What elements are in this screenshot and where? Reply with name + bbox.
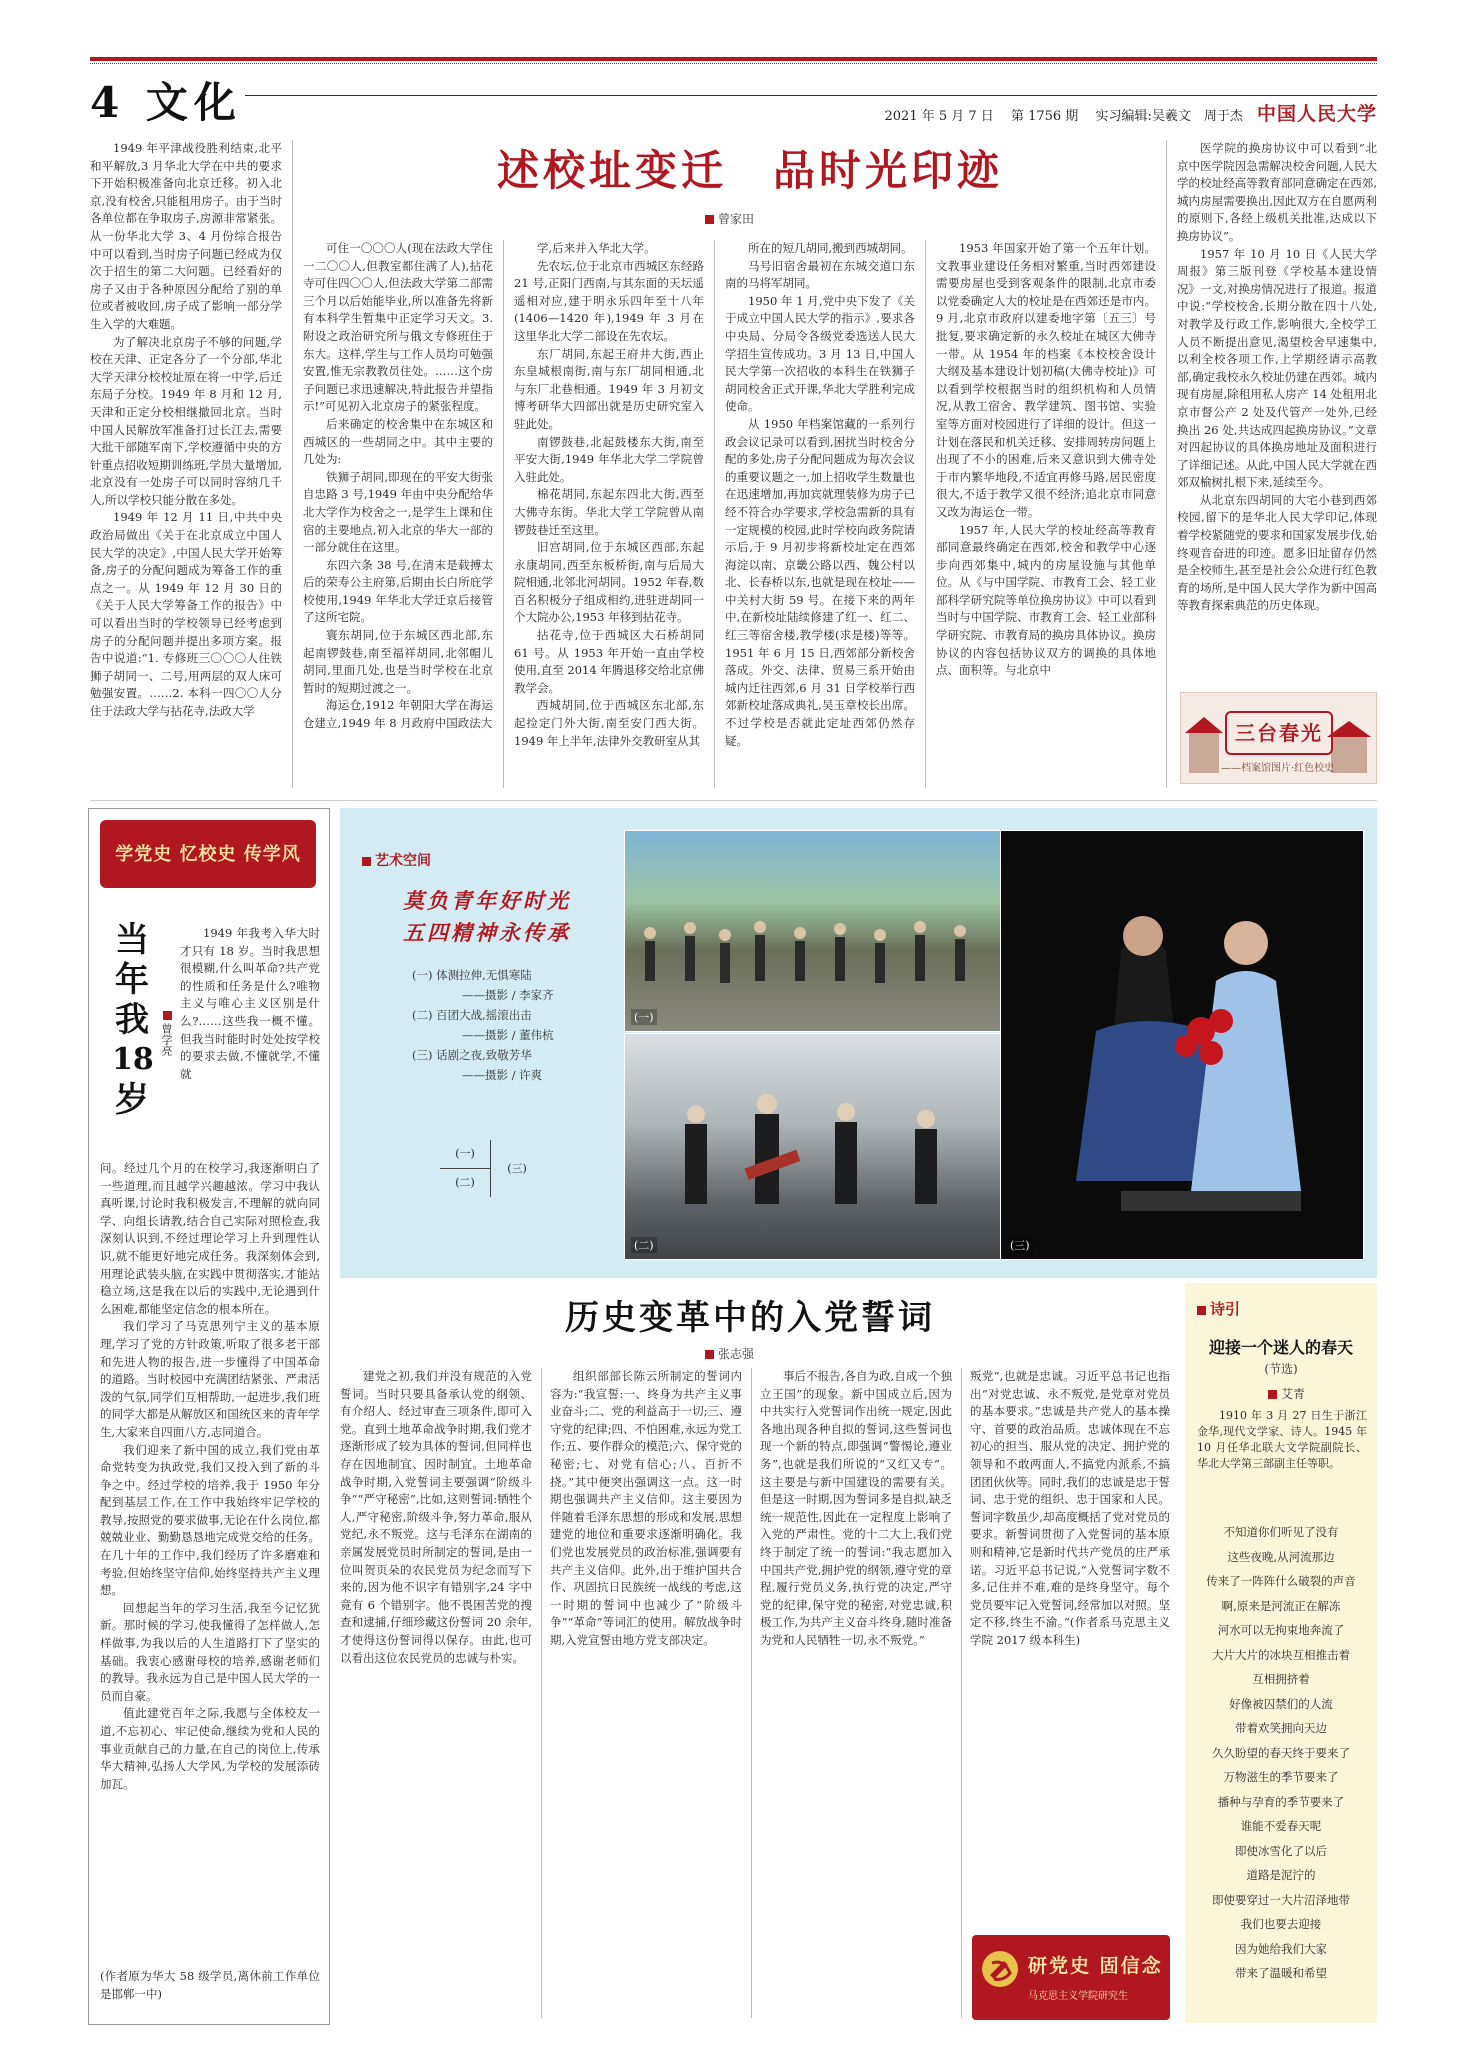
oath-col4 [970,1368,1170,1928]
paragraph: 先农坛,位于北京市西城区东经路 21 号,正阳门西南,与其东面的天坛遥遥相对应,建于明永乐四年至十八年(1406—1420 年),1949 年 3 月在这里华北大学二部设在先农坛。 [514,258,704,343]
paragraph: 拈花寺,位于西城区大石桥胡同 61 号。从 1953 年开始一直由学校使用,直至 2014 年腾退移交给北京佛教学会。 [514,628,704,695]
oath-col3 [760,1368,952,2018]
oath-banner-text: 研党史 固信念 [1028,1955,1163,1977]
newspaper-logo: 中国人民大学 [1256,103,1377,125]
memoir-narrow-col [180,925,320,1157]
caption-credit: ——摄影 / 许爽 [462,1068,543,1082]
byline-square-icon [705,1350,714,1359]
paragraph: 铁狮子胡同,即现在的平安大街张自忠路 3 号,1949 年由中央分配给华北大学作为校舍之一,是学生上课和住宿的主要地点,初入北京的华大一部的一部分就住在这里。 [303,469,493,555]
article1-col3 [514,240,704,788]
masthead-top-rule [90,57,1377,61]
memoir-author: 曾学亮 [160,1023,173,1056]
editors: 实习编辑:吴羲文 周于杰 [1095,109,1243,124]
article1-col1 [90,140,282,788]
party-emblem-icon [980,1949,1020,1989]
column-divider [925,240,926,788]
paragraph: 我们迎来了新中国的成立,我们党由革命党转变为执政党,我们又投入到了新的斗争之中。经过学校的培养,我于 1950 年分配到基层工作,在工作中我始终牢记学校的教导,按照党的要求做事,无论在什么岗位,都兢兢业业、勤勤恳恳地完成党交给的任务。在几十年的工作中,我们经历了许多磨难和考验,但始终坚守信仰,始终坚持共产主义理想。 [100,1442,320,1598]
column-divider [714,240,715,788]
paragraph: 所在的短几胡同,搬到西城胡同。 [748,241,913,255]
paragraph: 建党之初,我们并没有规范的入党誓词。当时只要具备承认党的纲领、有介绍人、经过审查三项条件,即可入党。直到土地革命战争时期,我们党才逐渐形成了较为具体的誓词,但同样也存在因地制宜、因时制宜。土地革命战争时期,入党誓词主要强调“阶级斗争”“严守秘密”,比如,这则誓词:牺牲个人,严守秘密,阶级斗争,努力革命,服从党纪,永不叛党。这与毛泽东在湖南的亲属发展党员时所制定的誓词,是由一位叫贺页朵的农民党员为纪念而写下来的,因为他不识字有错别字,24 字中竟有 6 个错别字。他不畏困苦党的搜查和逮捕,仔细珍藏这份誓词 20 余年,才使得这份誓词得以保存。由此,也可以看出这位农民党员的忠诚与朴实。 [340,1369,532,1665]
page-section-title: 4 文化 [90,78,242,127]
poem-line: 这些夜晚,从河流那边 [1227,1549,1335,1564]
poem-line: 啊,原来是河流正在解冻 [1221,1598,1341,1613]
memoir-body [100,1160,320,1960]
masthead-dotted-rule [90,63,1377,64]
art-captions [412,965,612,1085]
paragraph: 1950 年 1 月,党中央下发了《关于成立中国人民大学的指示》,要求各中央局、分局令各级党委选送人民大学招生宣传成功。3 月 13 日,中国人民大学第一次招收的本科生在铁狮子胡同校舍正式开课,华北大学胜利完成使命。 [725,293,915,414]
paragraph: 我们学习了马克思列宁主义的基本原理,学习了党的方针政策,听取了很多老干部和先进人物的报告,进一步懂得了中国革命的道路。当时校园中充满团结紧张、严肃活泼的气氛,同学们互相帮助,一起进步,我们班的同学大都是从解放区和国统区来的青年学生,大家来自四面八方,志同道合。 [100,1319,320,1439]
diagram-cell-one: (一) [440,1140,491,1169]
diagram-cell-three: (三) [507,1162,527,1175]
oath-col2 [550,1368,742,2018]
paragraph: 叛党”,也就是忠诚。习近平总书记也指出“对党忠诚、永不叛党,是党章对党员的基本要求。”忠诚是共产党人的基本操守、首要的政治品质。忠诚体现在不忘初心的担当、服从党的决定、拥护党的领导和不敢两面人,不搞党内派系,不搞团团伙伙等。同时,我们的忠诚是忠于誓词、忠于党的组织、忠于国家和人民。誓词字数虽少,却高度概括了党对党员的要求。新誓词贯彻了入党誓词的基本原则和精神,它是新时代共产党员的庄严承诺。习近平总书记说,“入党誓词字数不多,记住并不难,难的是终身坚守。每个党员要牢记入党誓词,经常加以对照。坚定不移,终生不渝。”(作者系马克思主义学院 2017 级本科生) [970,1369,1170,1647]
paragraph: 海运仓,1912 年朝阳大学在海运仓建立,1949 年 8 月政府中国政法大 [303,698,493,731]
paragraph: 从北京东四胡同的大宅小巷到西郊校园,留下的是华北人民大学印记,体现着学校紧随党的要求和国家发展步伐,始终观音奋进的印迹。愿多旧址留存仍然是全校师生,甚至是社会公众进行红色教育的场所,是中国人民大学作为新中国高等教育探索典范的历史体现。 [1177,492,1377,613]
poem-subtitle: (节选) [1264,1362,1298,1376]
title-char: 18 [112,1042,154,1077]
memoir-byline [160,1010,174,1056]
title-char: 岁 [115,1080,149,1120]
article1-col2 [303,240,493,788]
article1-col6 [1177,140,1377,680]
article1-title: 述校址变迁 品时光印迹 [496,146,1003,195]
paragraph: 1953 年国家开始了第一个五年计划。文教事业建设任务相对繁重,当时西郊建设需要房屋也受到客观条件的限制,北京市委以党委确定人大的校址是在西郊还是市内。9 月,北京市政府以建委地字第〔五三〕号批复,要求确定新的永久校址在城区大佛寺一带。从 1954 年的档案《本校校舍设计大纲及基本建设计划初稿(大佛寺校址)》可以看到学校根据当时的组织机构和人员情况,从教工宿舍、教学建筑、图书馆、实验室等方面对校园进行了详细的设计。但这一计划在落民和机关迁移、安排周转房问题上出现了不小的困难,后来又意识到大佛寺处于市内繁华地段,不适宜再修马路,居民密度很大,不适于教学又很不经济;追北京市同意又改为海运仓一带。 [936,241,1156,519]
poem-title: 迎接一个迷人的春天 [1208,1338,1353,1357]
paragraph: 旧宫胡同,位于东城区西部,东起永康胡同,西至东板桥街,南与后局大院相通,北邻北河胡同。1952 年春,数百名积极分子组成相约,进驻进胡同一个大院办公,1953 年移到拈花寺。 [514,540,704,625]
caption-label: (一) 体测拉伸,无惧寒陆 [412,968,532,982]
oath-title: 历史变革中的入党誓词 [565,1298,935,1338]
column-divider [961,1368,962,2018]
photo-tag-one: (一) [631,1009,657,1025]
stage-illustration [1001,831,1363,1259]
paragraph: 医学院的换房协议中可以看到“北京中医学院因急需解决校舍问题,人民大学的校址经高等教育部同意确定在西郊,城内房屋需要换出,因此双方在自愿两利的原则下,各经上级机关批准,达成以下换房协议”。 [1177,141,1377,243]
paragraph: 回想起当年的学习生活,我至今记忆犹新。那时候的学习,使我懂得了怎样做人,怎样做事,为我以后的人生道路打下了坚实的基础。我衷心感谢母校的培养,感谢老师们的教导。我永远为自己是中国人民大学的一员而自豪。 [100,1600,320,1703]
poem-line: 不知道你们听见了没有 [1223,1525,1339,1539]
art-title-line2: 五四精神永传承 [403,920,571,945]
section-square-icon [1197,1306,1206,1315]
byline-square-icon [163,1011,172,1020]
photo-layout-diagram [440,1140,560,1200]
memoir-title [112,920,152,1120]
title-char: 当 [115,920,149,960]
issue-number: 第 1756 期 [1010,109,1079,124]
article1-byline [705,210,754,227]
paragraph: 问。经过几个月的在校学习,我逐渐明白了一些道理,而且越学兴趣越浓。学习中我认真听课,讨论时我积极发言,不理解的就向同学、向组长请教,结合自己实际对照检查,我深刻认识到,不经过理论学习上升到理性认识,就不能更好地完成任务。我深刻体会到,用理论武装头脑,在实践中贯彻落实,才能站稳立场,这是我在以后的实践中,无论遇到什么困难,都能坚定信念的根本所在。 [100,1161,320,1316]
paragraph: 1949 年平津战役胜利结束,北平和平解放,3 月华北大学在中共的要求下开始积极准备向北京迁移。初入北京,没有校舍,只能租用房子。由于当时各单位都在争取房子,房源非常紧张。从一份华北大学 3、4 月份综合报告中可以看到,当时房子问题已经成为仅次于招生的第二大问题。已经看好的房子又由于各种原因分配给了别的单位或者被收回,房子成了影响一部分学生入学的大难题。 [90,141,282,331]
paragraph: 马号旧宿舍最初在东城交道口东南的马将军胡同。 [725,258,915,291]
paragraph: 西城胡同,位于西城区东北部,东起捡定门外大街,南至安门西大街。1949 年上半年,法律外交教研室从其 [514,698,704,748]
memoir-footnote: (作者原为华大 58 级学员,离休前工作单位是邯郸一中) [100,1969,320,2001]
art-title [362,885,612,949]
paragraph: 值此建党百年之际,我愿与全体校友一道,不忘初心、牢记使命,继续为党和人民的事业贡献自己的力量,在自己的岗位上,传承华大精神,弘扬人大学风,为学校的发展添砖加瓦。 [100,1706,320,1791]
poem-line: 带着欢笑拥向天边 [1235,1721,1327,1735]
seal-caption: ——档案馆图片·红色校史 [1221,763,1335,774]
seal-illustration [1180,692,1377,784]
paragraph: 组织部部长陈云所制定的誓词内容为:“我宣誓:一、终身为共产主义事业奋斗;二、党的利益高于一切;三、遵守党的纪律;四、不怕困难,永远为党工作;五、要作群众的模范;六、保守党的秘密;七、对党有信心;八、百折不挠。”其中便突出强调这一点。这一时期也强调共产主义信仰。这主要因为伴随着毛泽东思想的形成和发展,思想建党的地位和重要求逐渐明确化。我们党也发展党员的政治标准,强调要有共产主义信仰。此外,出于维护国共合作、巩固抗日民族统一战线的考虑,这一时期的誓词中也减少了“阶级斗争”“革命”等词汇的使用。解放战争时期,入党宣誓由地方党支部决定。 [550,1369,742,1647]
caption-credit: ——摄影 / 李家齐 [462,988,554,1002]
poem-line: 播种与孕育的季节要来了 [1217,1794,1345,1809]
poem-lines [1190,1520,1372,1986]
oath-col1 [340,1368,532,2018]
poem-line: 久久盼望的春天终于要来了 [1212,1745,1350,1760]
poem-line: 因为她给我们大家 [1235,1941,1327,1956]
diagram-cell-two: (二) [440,1169,491,1197]
poem-line: 互相拥挤着 [1252,1672,1310,1686]
caption-label: (三) 话剧之夜,致敬芳华 [412,1048,532,1062]
poem-section-text: 诗引 [1210,1300,1241,1318]
paragraph: 后来确定的校舍集中在东城区和西城区的一些胡同之中。其中主要的几处为: [303,416,493,467]
photo-tag-three: (三) [1007,1237,1033,1253]
column-divider [541,1368,542,2018]
paragraph: 事后不报告,各自为政,自成一个独立王国”的现象。新中国成立后,因为中共实行入党誓词作出统一规定,因此各地出现各种自拟的誓词,这些誓词也现一个新的特点,即强调“警惕论,遵业务”,也就是我们所说的“又红又专”。这主要是与新中国建设的需要有关。但是这一时期,因为誓词多是自拟,缺乏统一规范性,因此在一定程度上影响了入党的严肃性。党的十二大上,我们党终于制定了统一的誓词:“我志愿加入中国共产党,拥护党的纲领,遵守党的章程,履行党员义务,执行党的决定,严守党的纪律,保守党的秘密,对党忠诚,积极工作,为共产主义奋斗终身,随时准备为党和人民牺牲一切,永不叛党。” [760,1369,952,1647]
masthead-info [885,99,1377,126]
caption-credit: ——摄影 / 董伟杭 [462,1028,554,1042]
poem-line: 带来了温暖和希望 [1235,1966,1327,1980]
photo-rock-band [624,1033,1014,1260]
paragraph: 为了解决北京房子不够的问题,学校在天津、正定各分了一个分部,华北大学天津分校校址原在将一中学,后迁东局子分校。1949 年 8 月和 12 月,天津和正定分校相继撤回北京。当时中国人民解放军准备打过长江去,需要大批干部随军南下,学校遵循中央的方针重点招收短期训练班,学员大量增加,北京没有一处房子可以同时容纳几千人,所以学校只能分散在多处。 [90,334,282,507]
title-char: 年 [115,960,149,1000]
paragraph: 南锣鼓巷,北起鼓楼东大街,南至平安大街,1949 年华北大学二学院曾入驻此处。 [514,434,704,484]
poem-byline [1268,1385,1305,1402]
poem-line: 好像被囚禁们的人流 [1229,1696,1333,1711]
poem-author: 艾青 [1281,1387,1306,1401]
paragraph: 1957 年 10 月 10 日《人民大学周报》第三版刊登《学校基本建设情况》一文,对换房情况进行了报道。报道中说:“学校校舍,长期分散在四十八处,对教学及行政工作,影响很大,全校学工人员不断提出意见,渴望校舍早速集中,以利全校各项工作,上学期经请示高教部,确定我校永久校址仍建在西郊。城内现有房屋,除租用私人房产 14 处租用北京市督公产 2 处及代管产一处外,已经换出 26 处,共达成四起换房协议。”文章对四起协议的具体换房地址及面积进行了详细记述。从此,中国人民大学就在西郊双榆树扎根下来,延续至今。 [1177,246,1377,490]
paragraph: 东四六条 38 号,在清末是载搏太后的荣寿公主府第,后期由长白所庇学校使用,1949 年华北大学迁京后接管了这所宅院。 [303,557,493,625]
paragraph: 寰东胡同,位于东城区西北部,东起南锣鼓巷,南至福祥胡同,北邻帽儿胡同,里面几处,也是当时学校在北京暂时的短期过渡之一。 [303,628,493,695]
paragraph: 1949 年 12 月 11 日,中共中央政治局做出《关于在北京成立中国人民大学的决定》,中国人民大学开始筹备,房子的分配问题成为筹备工作的重点之一。从 1949 年 12 月 30 日的《关于人民大学筹备工作的报告》中可以看出当时的学校领导已经考虑到房子的分配问题并提出多项方案。报告中说道:“1. 专修班三〇〇〇人住铁狮子胡同一、二号,用两层的双人床可勉强安置。……2. 本科一四〇〇人分住于法政大学与拈花寺,法政大学 [90,510,282,718]
band-illustration [625,1034,1013,1259]
paragraph: 1910 年 3 月 27 日生于浙江金华,现代文学家、诗人。1945 年 10 月任华北联大文学院副院长、华北大学第三部副主任等职。 [1197,1409,1367,1470]
poem-line: 道路是泥泞的 [1246,1868,1316,1882]
paragraph: 1957 年,人民大学的校址经高等教育部同意最终确定在西郊,校舍和教学中心逐步向西郊集中,城内的房屋设施与其他单位。从《与中国学院、市教育工会、轻工业部科学研究院等单位换房协议》中可以看到当时与中国学院、市教育工会、轻工业部科学研究院、市教育局的换房具体协议。换房协议的内容包括协议双方的调换的具体地点、面积等。与北京中 [936,522,1156,678]
oath-author: 张志强 [718,1347,755,1361]
caption-label: (二) 百团大战,摇滚出击 [412,1008,532,1022]
memoir-banner [100,820,316,888]
section-square-icon [362,857,371,866]
byline-square-icon [705,215,714,224]
issue-date: 2021 年 5 月 7 日 [884,109,994,124]
section-divider [90,800,1377,801]
poem-line: 万物滋生的季节要来了 [1223,1770,1339,1784]
article1-col5 [936,240,1156,788]
photo-tag-two: (二) [631,1237,657,1253]
oath-banner-sub: 马克思主义学院研究生 [1028,1991,1128,2002]
poem-section-label [1197,1298,1240,1319]
title-char: 我 [115,1000,149,1040]
oath-byline [705,1345,754,1362]
oath-banner [972,1935,1170,2020]
poem-line: 谁能不爱春天呢 [1240,1819,1322,1833]
art-section-text: 艺术空间 [375,853,431,869]
column-divider [503,240,504,788]
crowd-illustration [625,831,1013,1031]
byline-square-icon [1268,1390,1277,1399]
poem-intro [1197,1408,1367,1498]
column-divider [1166,140,1167,788]
paragraph: 1949 年我考入华大时才只有 18 岁。当时我思想很模糊,什么叫革命?共产党的性质和任务是什么?唯物主义与唯心主义区别是什么?……这些我一概不懂。但我当时能时时处处按学校的要求去做,不懂就学,不懂就 [180,926,320,1081]
article1-author: 曾家田 [718,212,755,226]
paragraph: 学,后来并入华北大学。 [537,241,656,255]
paragraph: 东厂胡同,东起王府井大街,西止东皇城根南街,南与东厂胡同相通,北与东厂北巷相通。1949 年 3 月初文博考研华大四部出就是历史研究室入驻此处。 [514,346,704,431]
poem-line: 传来了一阵阵什么破裂的声音 [1206,1574,1356,1588]
poem-line: 河水可以无拘束地奔流了 [1217,1623,1345,1637]
art-section-label [362,850,431,870]
poem-line: 我们也要去迎接 [1240,1917,1322,1931]
memoir-banner-text: 学党史 忆校史 传学风 [115,844,301,865]
poem-line: 大片大片的冰块互相推击着 [1212,1647,1350,1662]
seal-title: 三台春光 [1225,711,1333,755]
paragraph: 从 1950 年档案馆藏的一系列行政会议记录可以看到,困扰当时校舍分配的多处,房子分配问题成为每次会议的重要议题之一,加上招收学生数量也在迅速增加,再加宾就理装修为房子已经不符合办学要求,学校急需新的具有一定规模的校园,此时学校向政务院请示后,于 9 月初步将新校址定在西郊海淀以南、京畿公路以西、魏公村以北、长春桥以东,也就是现在校址——中关村大街 59 号。在接下来的两年中,在新校址陆续修建了红一、红二、红三等宿舍楼,教学楼(求是楼)等等。1951 年 6 月 15 日,西郊部分新校舍落成。外交、法律、贸易三系开始由城内迁往西郊,6 月 31 日学校举行西郊新校址落成典礼,吴玉章校长出席。不过学校是否就此定址西郊仍然存疑。 [725,416,915,748]
photo-fitness-test [624,830,1014,1032]
paragraph: 可住一〇〇〇人(现在法政大学住一二〇〇人,但教室都住满了人),拈花寺可住四〇〇人,但法政大学第二部需三个月以后始能毕业,所以准备先将新有本科学生暂集中正定学习天文。3. 附设之政治研究所与俄文专修班住于东大。这样,学生与工作人员均可勉强安置,惟无宗教教员住处。……这个房子问题已求迅速解决,特此报告并望指示!”可见初入北京房子的紧张程度。 [303,241,493,414]
poem-line: 即使冰雪化了以后 [1235,1843,1327,1858]
photo-drama-night [1000,830,1364,1260]
column-divider [292,140,293,788]
paragraph: 棉花胡同,东起东四北大街,西至大佛寺东街。华北大学工学院曾从南锣鼓巷迁至这里。 [514,487,704,537]
article1-col4 [725,240,915,788]
poem-line: 即使要穿过一大片沼泽地带 [1212,1892,1350,1907]
column-divider [751,1368,752,2018]
art-title-line1: 莫负青年好时光 [403,888,571,913]
